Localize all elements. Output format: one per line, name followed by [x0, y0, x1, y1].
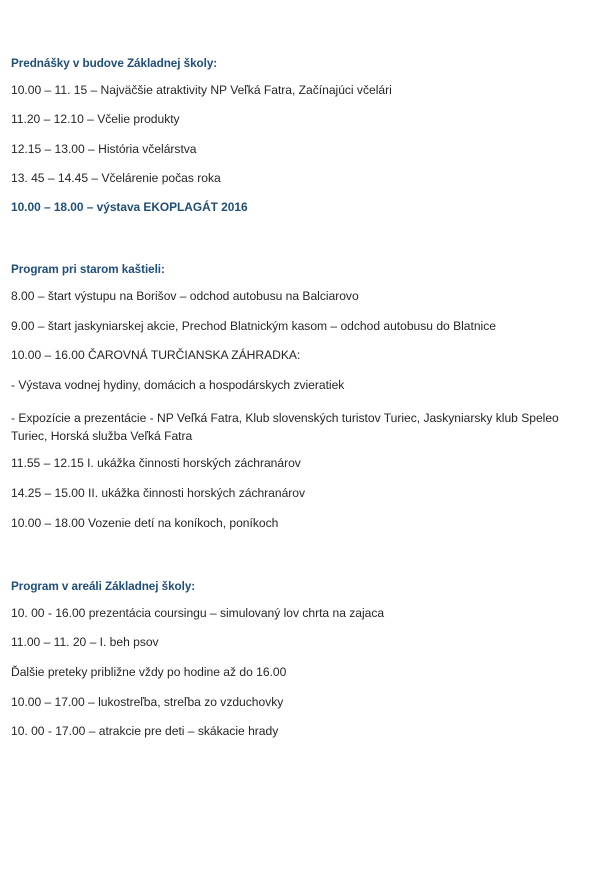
- top-margin-spacer: [11, 0, 590, 58]
- section-kastiel: [11, 264, 590, 528]
- section-spacer: [11, 546, 590, 581]
- program-line: 11.00 – 11. 20 – I. beh psov: [11, 635, 159, 650]
- section-areal-skoly: [11, 581, 590, 737]
- program-line: 10.00 – 18.00 Vozenie detí na koníkoch, poníkoch: [11, 515, 279, 530]
- program-line-highlighted: 10.00 – 18.00 – výstava EKOPLAGÁT 2016: [11, 200, 248, 215]
- program-line: 10.00 – 11. 15 – Najväčšie atraktivity NP Veľká Fatra, Začínajúci včelári: [11, 82, 392, 97]
- program-line: 11.55 – 12.15 I. ukážka činnosti horských záchranárov: [11, 456, 301, 471]
- program-line: 11.20 – 12.10 – Včelie produkty: [11, 112, 180, 127]
- program-line: 13. 45 – 14.45 – Včelárenie počas roka: [11, 171, 221, 186]
- section-spacer: [11, 231, 590, 264]
- section-prednasky: [11, 58, 590, 214]
- program-line: 10. 00 - 16.00 prezentácia coursingu – simulovaný lov chrta na zajaca: [11, 605, 385, 620]
- program-line: Ďalšie preteky približne vždy po hodine až do 16.00: [11, 664, 287, 679]
- program-line: 12.15 – 13.00 – História včelárstva: [11, 141, 197, 156]
- program-line: 8.00 – štart výstupu na Borišov – odchod autobusu na Balciarovo: [11, 289, 359, 304]
- program-line: 10.00 – 16.00 ČAROVNÁ TURČIANSKA ZÁHRADKA:: [11, 348, 301, 363]
- section-heading: Prednášky v budove Základnej školy:: [11, 57, 218, 70]
- program-line: - Expozície a prezentácie - NP Veľká Fatra, Klub slovenských turistov Turiec, Jaskyniarsky klub Speleo Turiec, Horská služba Veľká Fatra: [11, 410, 559, 443]
- section-heading: Program pri starom kaštieli:: [11, 263, 165, 277]
- program-line: 10.00 – 17.00 – lukostreľba, streľba zo vzduchovky: [11, 694, 284, 709]
- program-line: 10. 00 - 17.00 – atrakcie pre deti – skákacie hrady: [11, 724, 279, 739]
- program-line: 9.00 – štart jaskyniarskej akcie, Prechod Blatnickým kasom – odchod autobusu do Blatnice: [11, 318, 496, 333]
- program-line: - Výstava vodnej hydiny, domácich a hospodárskych zvieratiek: [11, 377, 345, 392]
- section-heading: Program v areáli Základnej školy:: [11, 580, 196, 594]
- program-line: 14.25 – 15.00 II. ukážka činnosti horských záchranárov: [11, 485, 306, 500]
